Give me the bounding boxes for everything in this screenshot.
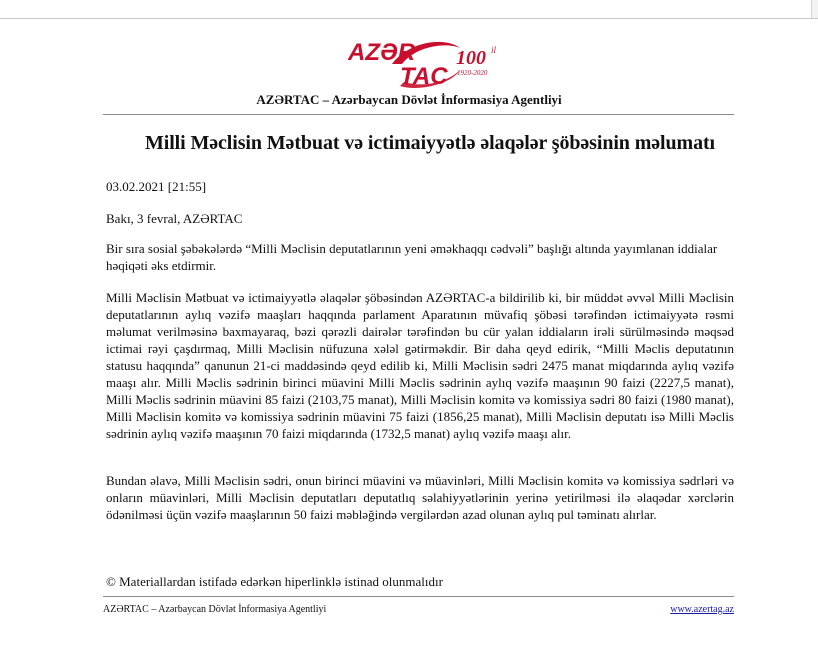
article-datetime: 03.02.2021 [21:55] bbox=[106, 179, 207, 194]
footer-divider bbox=[103, 596, 734, 597]
agency-name: AZƏRTAC – Azərbaycan Dövlət İnformasiya Agentliyi bbox=[256, 92, 562, 107]
scrollbar-corner[interactable] bbox=[811, 0, 818, 18]
article-paragraph-2: Milli Məclisin Mətbuat və ictimaiyyətlə əlaqələr şöbəsindən AZƏRTAC-a bildirilib ki, bir müddət əvvəl Milli Məclisin deputatlarının aylıq vəzifə maaşları haqqında parlament Aparatının müvafiq şöbəsi tərəfindən ictimaiyyətə rəsmi məlumat verilməsinə baxmayaraq, bəzi qərəzli dairələr tərəfindən bu cür yalan iddiaların irəli sürülməsində məqsəd ictimai rəyi çaşdırmaq, Milli Məclisin nüfuzuna xələl gətirməkdir. Bir daha qeyd edirik, “Milli Məclis deputatının statusu haqqında” qanunun 21-ci maddəsində qeyd edilib ki, Milli Məclisin sədri 2475 manat miqdarında aylıq vəzifə maaşı alır. Milli Məclis sədrinin birinci müavini Milli Məclis sədrinin aylıq vəzifə maaşının 90 faizi (2227,5 manat), Milli Məclis sədrinin müavini 85 faizi (2103,75 manat), Milli Məclisin komitə və komissiya sədri 80 faizi (1980 manat), Milli Məclisin komitə və komissiya sədrinin müavini 75 faizi (1856,25 manat), Milli Məclisin deputatı isə Milli Məclis sədrinin aylıq vəzifə maaşının 70 faizi miqdarında (1732,5 manat) aylıq vəzifə maaşı alır. bbox=[106, 290, 734, 441]
logo-anniversary-number: 100 bbox=[456, 47, 486, 69]
footer-website-link[interactable]: www.azertag.az bbox=[670, 604, 734, 615]
footer-agency-name: AZƏRTAC – Azərbaycan Dövlət İnformasiya Agentliyi bbox=[103, 604, 327, 615]
logo-years: 1920-2020 bbox=[457, 69, 488, 77]
article-paragraph-1: Bir sıra sosial şəbəkələrdə “Milli Məclisin deputatlarının yeni əməkhaqqı cədvəli” başlığı altında yayımlanan iddialar həqiqəti əks etdirmir. bbox=[106, 241, 718, 273]
logo-tac-text: TAC bbox=[400, 63, 448, 90]
browser-top-edge bbox=[0, 0, 818, 19]
article-title: Milli Məclisin Mətbuat və ictimaiyyətlə əlaqələr şöbəsinin məlumatı bbox=[144, 132, 716, 154]
copyright-notice: © Materiallardan istifadə edərkən hiperlinklə istinad olunmalıdır bbox=[106, 574, 443, 589]
azertac-logo bbox=[348, 34, 508, 90]
article-dateline: Bakı, 3 fevral, AZƏRTAC bbox=[106, 211, 243, 226]
article-paragraph-3: Bundan əlavə, Milli Məclisin sədri, onun birinci müavini və müavinləri, Milli Məclisin komitə və komissiya sədrləri və onların müavinləri, Milli Məclisin deputatları deputatlıq səlahiyyətlərinin yerinə yetirilməsi ilə əlaqədar xərclərin ödənilməsi üçün vəzifə maaşlarının 50 faizi məbləğində vergilərdən azad olunan aylıq pul təminatı alırlar. bbox=[106, 473, 734, 522]
logo-anniversary-suffix: il bbox=[491, 45, 497, 55]
header-divider bbox=[103, 114, 734, 115]
logo-azer-text: AZƏR bbox=[348, 39, 416, 66]
